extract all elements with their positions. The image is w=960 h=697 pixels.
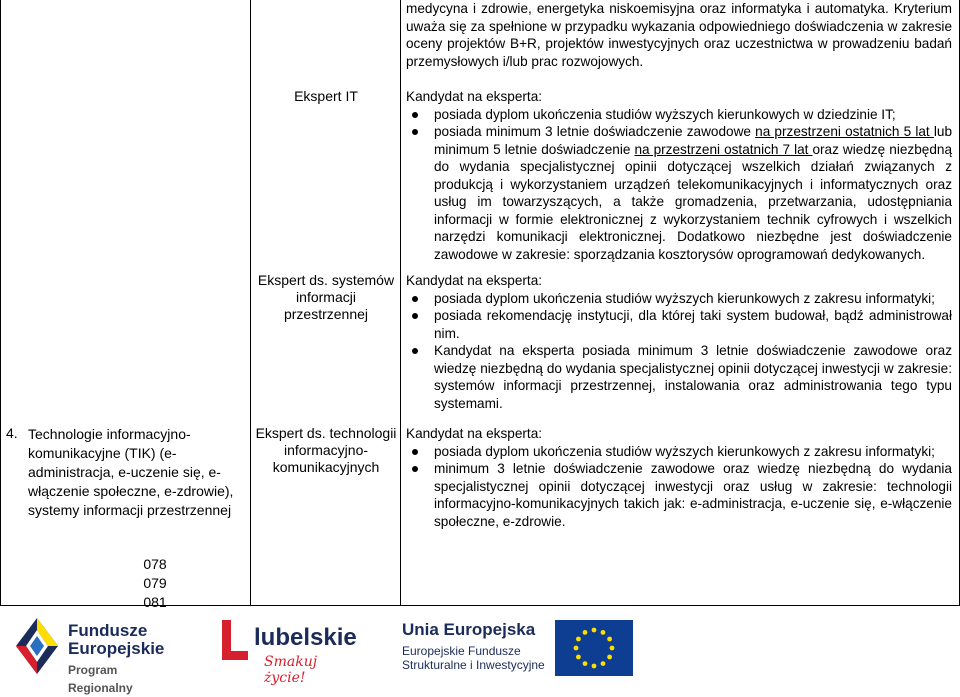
eu-star [574,646,579,651]
lubelskie-mark-icon [222,620,248,660]
eu-star [601,630,606,635]
table-border-left [0,0,1,606]
requirements-it [406,88,952,263]
table-border-col2 [250,0,251,606]
fe-subtitle: Program Regionalny [68,663,133,695]
list-item: posiada dyplom ukończenia studiów wyższych kierunkowych z zakresu informatyki; [406,290,952,308]
requirements-gis [406,272,952,412]
lubelskie-name: lubelskie [254,624,357,651]
list-item: minimum 3 letnie doświadczenie zawodowe oraz wiedzę niezbędną do wydania specjalistycznej opinii dotyczącej inwestycji oraz usług w zakresie: technologii informacyjno-komunikacyjnych takich jak: e-administracja, e-uczenie się, e-włączenie społeczne, e-zdrowie. [406,460,952,530]
eu-star [576,655,581,660]
row-number: 4. [6,425,18,441]
eu-star [592,664,597,669]
fe-title-2: Europejskie [68,639,165,658]
eu-star [607,637,612,642]
top-paragraph: medycyna i zdrowie, energetyka niskoemisyjna oraz informatyka i automatyka. Kryterium uważa się za spełnione w przypadku wykazania odpowiedniego doświadczenia w zakresie oceny projektów B+R, projektów inwestycyjnych oraz uczestnictwa w prowadzeniu badań przemysłowych i/lub prac rozwojowych. [406,1,952,69]
code-item: 078 [143,556,167,572]
row-title: Technologie informacyjno-komunikacyjne (TIK) (e-administracja, e-uczenie się, e-włączenie społeczne, e-zdrowie), systemy informacji przestrzennej [28,426,234,518]
requirements-intro: Kandydat na eksperta: [406,273,543,288]
eu-flag-icon [555,620,633,676]
code-item: 081 [143,594,167,610]
role-it: Ekspert IT [294,88,358,104]
role-gis: Ekspert ds. systemów informacji przestrzennej [257,272,395,322]
eu-star [592,628,597,633]
requirements-ict [406,425,952,530]
list-item: posiada rekomendację instytucji, dla której taki system budował, bądź administrował nim. [406,307,952,342]
code-item: 079 [143,575,167,591]
list-item: posiada minimum 3 letnie doświadczenie zawodowe na przestrzeni ostatnich 5 lat lub minimum 5 letnie doświadczenie na przestrzeni ostatnich 7 lat oraz wiedzę niezbędną do wydania specjalistycznej opinii dotyczącej wszelkich działań związanych z produkcją i wykorzystaniem urządzeń telekomunikacyjnych i informatycznych oraz usług im towarzyszących, a także gromadzenia, przetwarzania, udostępniania informacji w formie elektronicznej z wykorzystaniem technik cyfrowych i wszelkich narzędzi komunikacji elektronicznej. Dodatkowo niezbędne jest doświadczenie zawodowe w zakresie: sporządzania kosztorysów oprogramowań dedykowanych. [406,123,952,263]
list-item: posiada dyplom ukończenia studiów wyższych kierunkowych w dziedzinie IT; [406,106,952,124]
ue-title: Unia Europejska [402,620,536,639]
eu-star [576,637,581,642]
eu-star [583,630,588,635]
ue-subtitle-1: Europejskie Fundusze [402,644,521,658]
fe-title-1: Fundusze [68,621,148,640]
eu-star [610,646,615,651]
fe-star-icon [14,616,60,676]
fundusze-europejskie-logo [14,616,184,695]
lubelskie-slogan: Smakuj życie! [264,654,318,686]
eu-star [607,655,612,660]
list-item: posiada dyplom ukończenia studiów wyższych kierunkowych z zakresu informatyki; [406,443,952,461]
requirements-intro: Kandydat na eksperta: [406,426,543,441]
ue-subtitle-2: Strukturalne i Inwestycyjne [402,658,545,672]
code-list [118,555,192,612]
eu-star [583,661,588,666]
eu-star [601,661,606,666]
role-ict: Ekspert ds. technologii informacyjno-komunikacyjnych [255,425,397,475]
lubelskie-logo [222,620,357,686]
list-item: Kandydat na eksperta posiada minimum 3 letnie doświadczenie zawodowe oraz wiedzę niezbędną do wydania specjalistycznej opinii dotyczącej inwestycji w zakresie: systemów informacji przestrzennej, instalowania oraz administrowania tego typu systemami. [406,342,952,412]
footer-logos [0,606,960,695]
requirements-intro: Kandydat na eksperta: [406,89,543,104]
table-border-col3 [400,0,401,606]
